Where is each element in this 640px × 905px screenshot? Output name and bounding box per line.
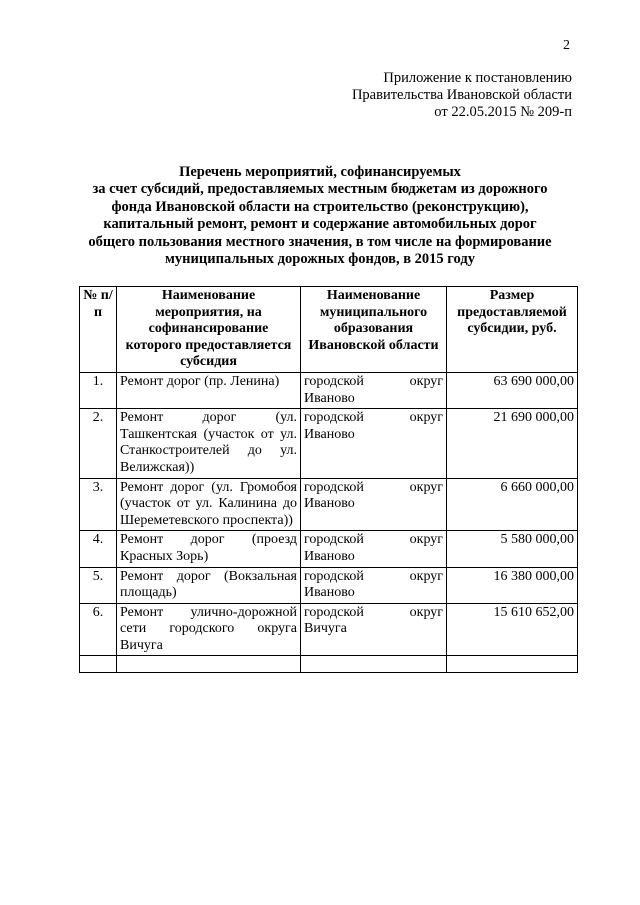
- municipality-word: округ: [409, 604, 443, 620]
- subsidy-amount: 16 380 000,00: [447, 567, 578, 603]
- municipality-city: Иваново: [304, 548, 355, 564]
- title-line: Перечень мероприятий, софинансируемых: [179, 164, 461, 180]
- municipality-word: округ: [409, 532, 443, 548]
- municipality-word: округ: [409, 373, 443, 389]
- page-number: 2: [563, 38, 570, 53]
- appendix-line: от 22.05.2015 № 209-п: [434, 104, 572, 120]
- subsidy-amount: 21 690 000,00: [447, 409, 578, 478]
- header-number: № п/п: [80, 287, 117, 373]
- table-row: [80, 603, 578, 656]
- subsidy-amount: 5 580 000,00: [447, 531, 578, 567]
- title-line: общего пользования местного значения, в том числе на формирование: [88, 233, 552, 250]
- measure-name: Ремонт дорог (Вокзальная площадь): [117, 567, 301, 603]
- municipality-word: городской: [304, 373, 364, 389]
- table-row: [80, 372, 578, 408]
- appendix-line: Приложение к постановлению: [383, 70, 572, 86]
- municipality-word: городской: [304, 479, 364, 495]
- measures-table: [79, 286, 578, 673]
- municipality-word: городской: [304, 568, 364, 584]
- document-title: [70, 164, 570, 268]
- municipality: [301, 567, 447, 603]
- row-number: 1.: [80, 372, 117, 408]
- municipality: [301, 478, 447, 531]
- subsidy-amount: 15 610 652,00: [447, 603, 578, 656]
- table-header-row: [80, 287, 578, 373]
- subsidy-amount: 6 660 000,00: [447, 478, 578, 531]
- table-row: [80, 531, 578, 567]
- municipality-word: городской: [304, 532, 364, 548]
- measure-name: Ремонт дорог (ул. Ташкентская (участок от ул. Станкостроителей до ул. Велижская)): [117, 409, 301, 478]
- municipality-word: округ: [409, 479, 443, 495]
- appendix-header: [300, 70, 572, 121]
- municipality: [301, 603, 447, 656]
- header-municipality: Наименование муниципального образования Ивановской области: [301, 287, 447, 373]
- title-line: за счет субсидий, предоставляемых местным бюджетам из дорожного: [92, 181, 548, 198]
- table-row: [80, 478, 578, 531]
- subsidy-amount: 63 690 000,00: [447, 372, 578, 408]
- table-row: [80, 409, 578, 478]
- empty-cell: [117, 656, 301, 673]
- municipality-city: Иваново: [304, 496, 355, 512]
- municipality-word: округ: [409, 568, 443, 584]
- municipality-city: Иваново: [304, 390, 355, 406]
- table-empty-row: [80, 656, 578, 673]
- header-measure-name: Наименование мероприятия, на софинансирование которого предоставляется субсидия: [117, 287, 301, 373]
- row-number: 4.: [80, 531, 117, 567]
- measure-name: Ремонт дорог (пр. Ленина): [117, 372, 301, 408]
- municipality-word: городской: [304, 410, 364, 426]
- row-number: 6.: [80, 603, 117, 656]
- municipality-city: Вичуга: [304, 621, 347, 637]
- empty-cell: [447, 656, 578, 673]
- table-row: [80, 567, 578, 603]
- measure-name: Ремонт дорог (ул. Громобоя (участок от ул. Калинина до Шереметевского проспекта)): [117, 478, 301, 531]
- municipality-city: Иваново: [304, 585, 355, 601]
- municipality: [301, 372, 447, 408]
- empty-cell: [80, 656, 117, 673]
- title-line: муниципальных дорожных фондов, в 2015 году: [165, 251, 475, 268]
- row-number: 2.: [80, 409, 117, 478]
- row-number: 5.: [80, 567, 117, 603]
- municipality-city: Иваново: [304, 426, 355, 442]
- header-subsidy-amount: Размер предоставляемой субсидии, руб.: [447, 287, 578, 373]
- row-number: 3.: [80, 478, 117, 531]
- municipality-word: округ: [409, 410, 443, 426]
- municipality: [301, 531, 447, 567]
- empty-cell: [301, 656, 447, 673]
- municipality-word: городской: [304, 604, 364, 620]
- measure-name: Ремонт дорог (проезд Красных Зорь): [117, 531, 301, 567]
- municipality: [301, 409, 447, 478]
- title-line: капитальный ремонт, ремонт и содержание автомобильных дорог: [103, 216, 537, 233]
- appendix-line: Правительства Ивановской области: [351, 87, 572, 103]
- title-line: фонда Ивановской области на строительство (реконструкцию),: [111, 198, 529, 215]
- measure-name: Ремонт улично-дорожной сети городского округа Вичуга: [117, 603, 301, 656]
